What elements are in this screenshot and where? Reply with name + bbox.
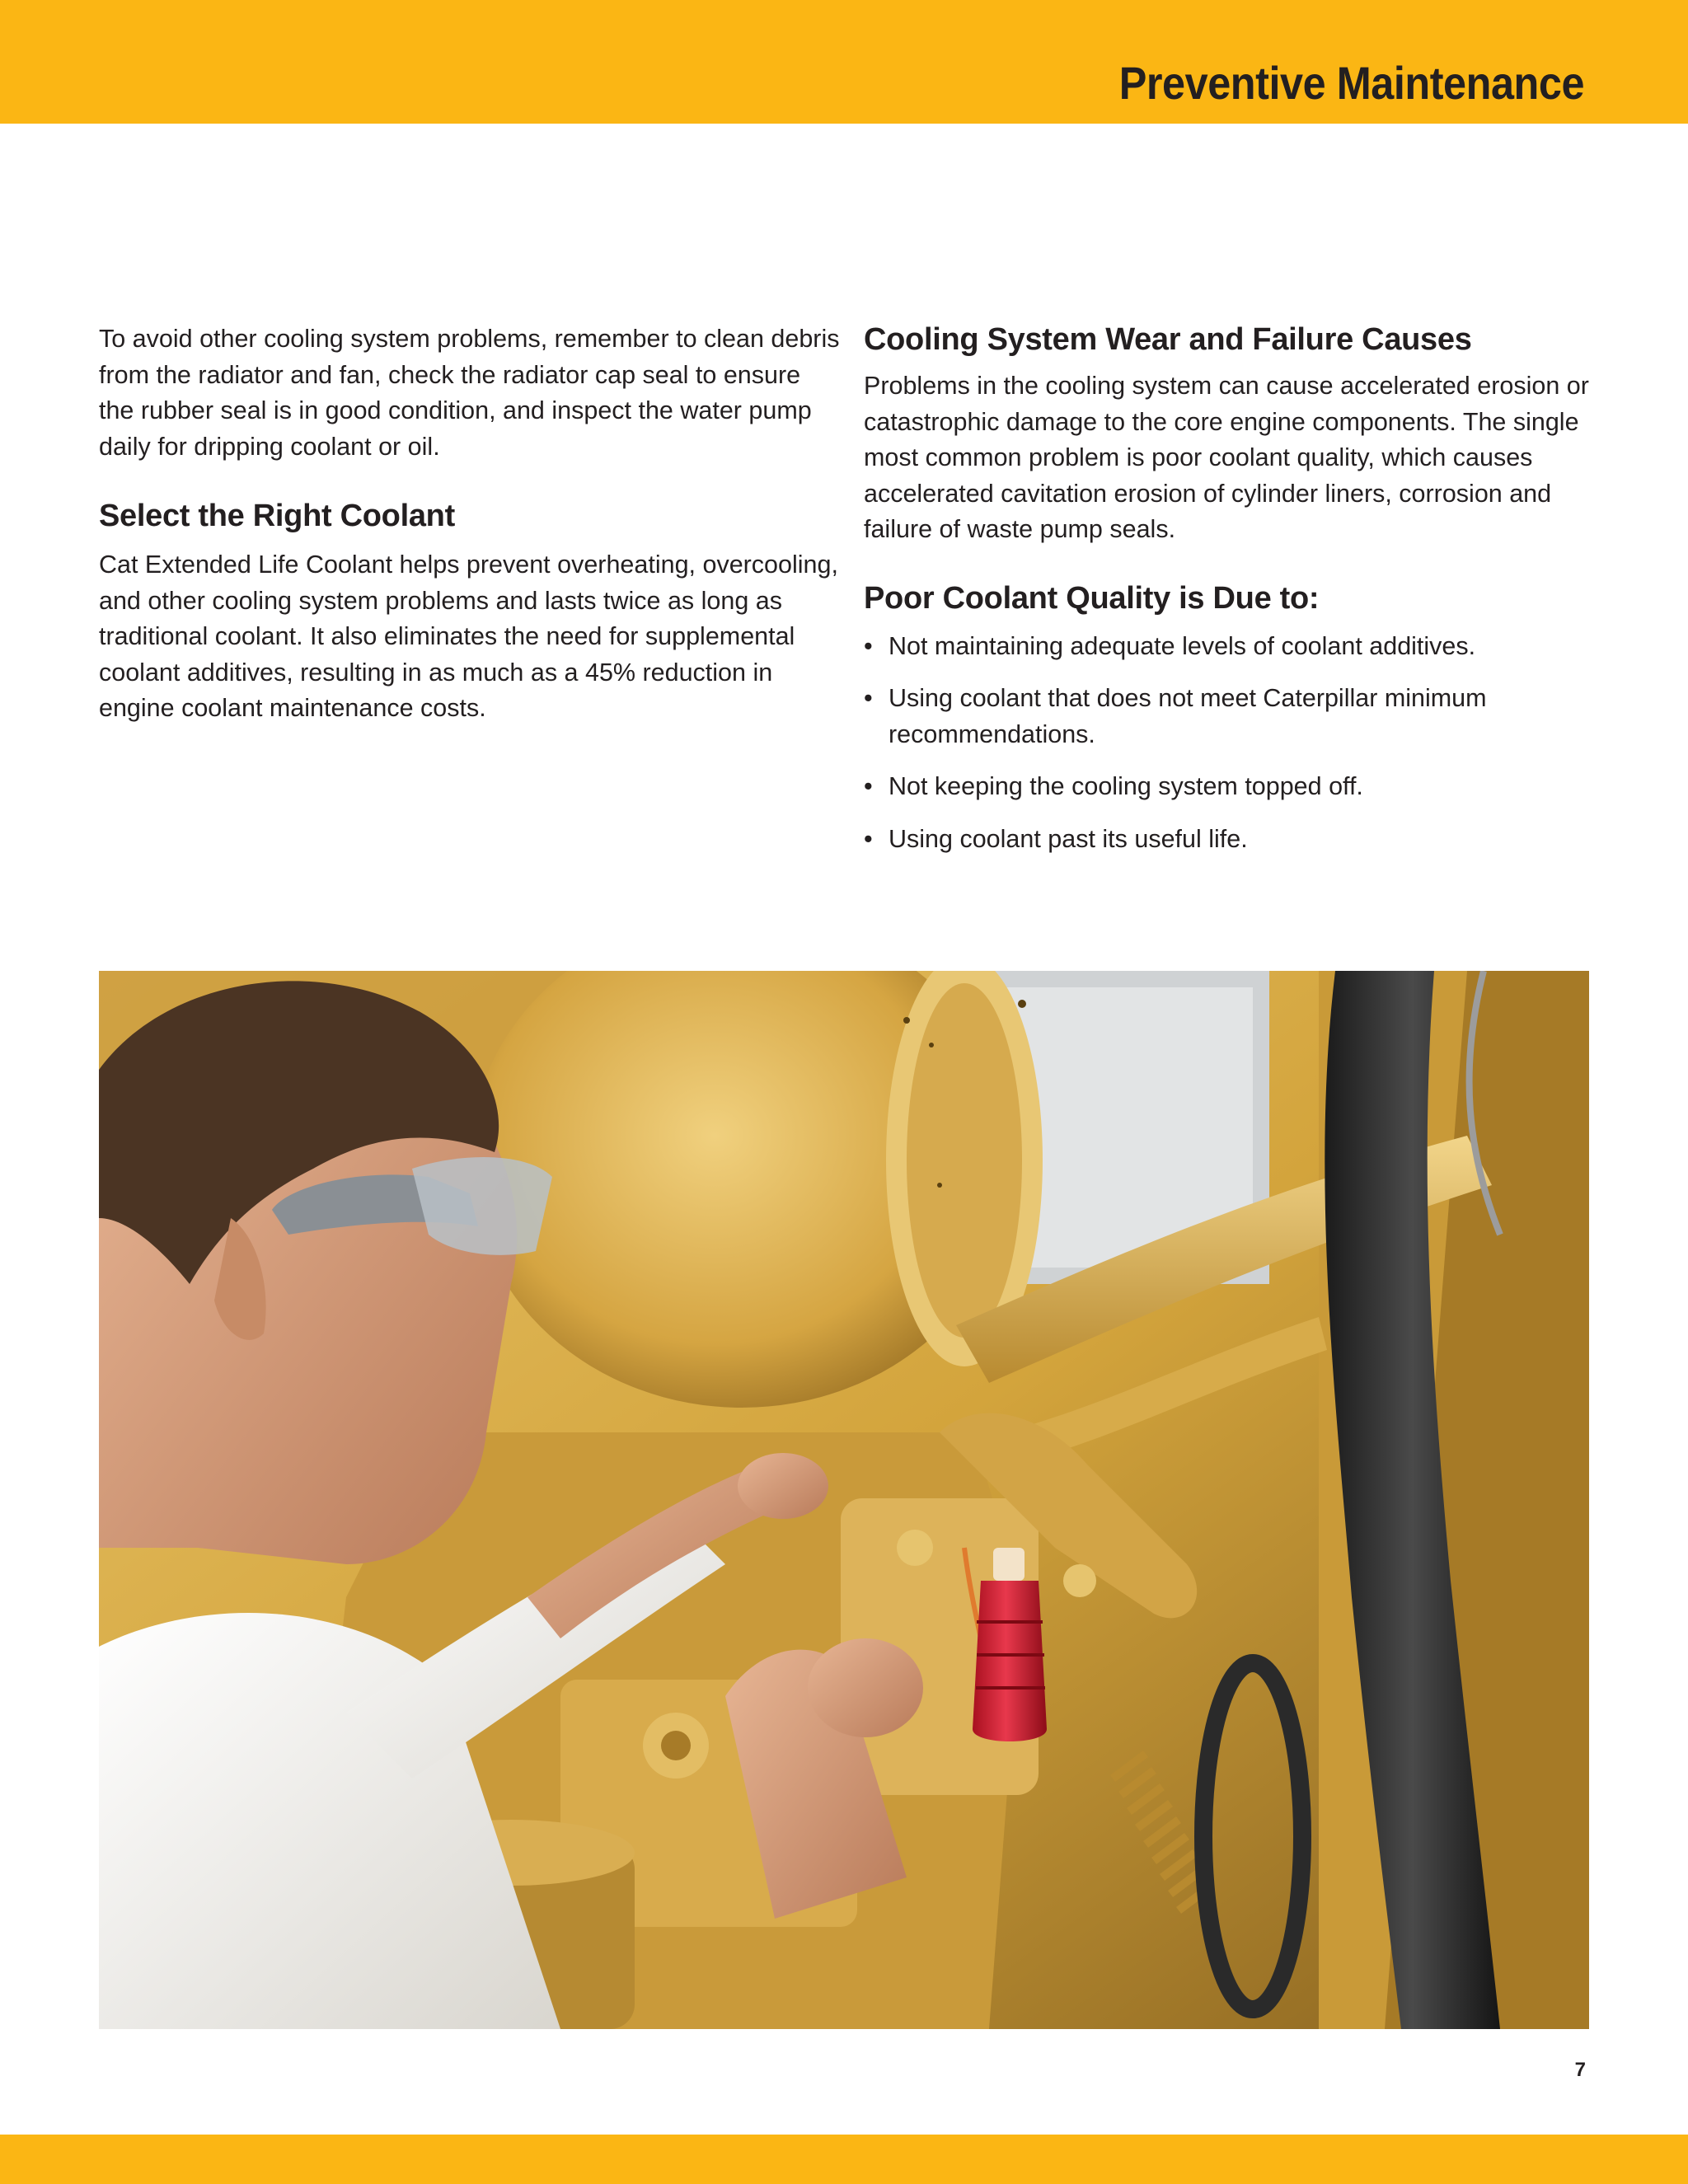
intro-paragraph: To avoid other cooling system problems, remember to clean debris from the radiator and fan, check the radiator cap seal to ensure the rubber seal is in good condition, and inspect the water pump daily for dripping coolant or oil. xyxy=(99,325,840,461)
engine-photo-illustration xyxy=(99,971,1589,2029)
wear-paragraph: Problems in the cooling system can cause accelerated erosion or catastrophic damage to the core engine components. The single most common problem is poor coolant quality, which causes accelerated cavitation erosion of cylinder liners, corrosion and failure of waste pump seals. xyxy=(864,372,1589,543)
right-column xyxy=(864,321,1589,874)
bullet-text: Not keeping the cooling system topped off. xyxy=(889,772,1363,800)
page-title: Preventive Maintenance xyxy=(1118,57,1584,109)
bullet-text: Using coolant past its useful life. xyxy=(889,824,1248,853)
page-number: 7 xyxy=(1574,2059,1586,2081)
list-item xyxy=(864,822,1589,858)
bullet-text: Using coolant that does not meet Caterpillar minimum recommendations. xyxy=(889,684,1487,748)
quality-bullet-list xyxy=(864,629,1589,858)
list-item xyxy=(864,681,1589,752)
footer-bar xyxy=(0,2135,1688,2184)
bullet-icon: • xyxy=(864,684,873,712)
bullet-icon: • xyxy=(864,824,873,853)
bullet-icon: • xyxy=(864,772,873,800)
list-item xyxy=(864,629,1589,665)
coolant-paragraph: Cat Extended Life Coolant helps prevent overheating, overcooling, and other cooling system problems and lasts twice as long as traditional coolant. It also eliminates the need for supplemental coolant additives, resulting in as much as a 45% reduction in engine coolant maintenance costs. xyxy=(99,551,838,722)
section-heading-quality: Poor Coolant Quality is Due to: xyxy=(864,580,1320,616)
section-heading-coolant: Select the Right Coolant xyxy=(99,499,455,533)
left-column xyxy=(99,321,841,727)
list-item xyxy=(864,769,1589,805)
bullet-text: Not maintaining adequate levels of coolant additives. xyxy=(889,631,1476,660)
engine-maintenance-photo xyxy=(99,971,1589,2029)
bullet-icon: • xyxy=(864,631,873,660)
section-heading-wear: Cooling System Wear and Failure Causes xyxy=(864,322,1472,357)
